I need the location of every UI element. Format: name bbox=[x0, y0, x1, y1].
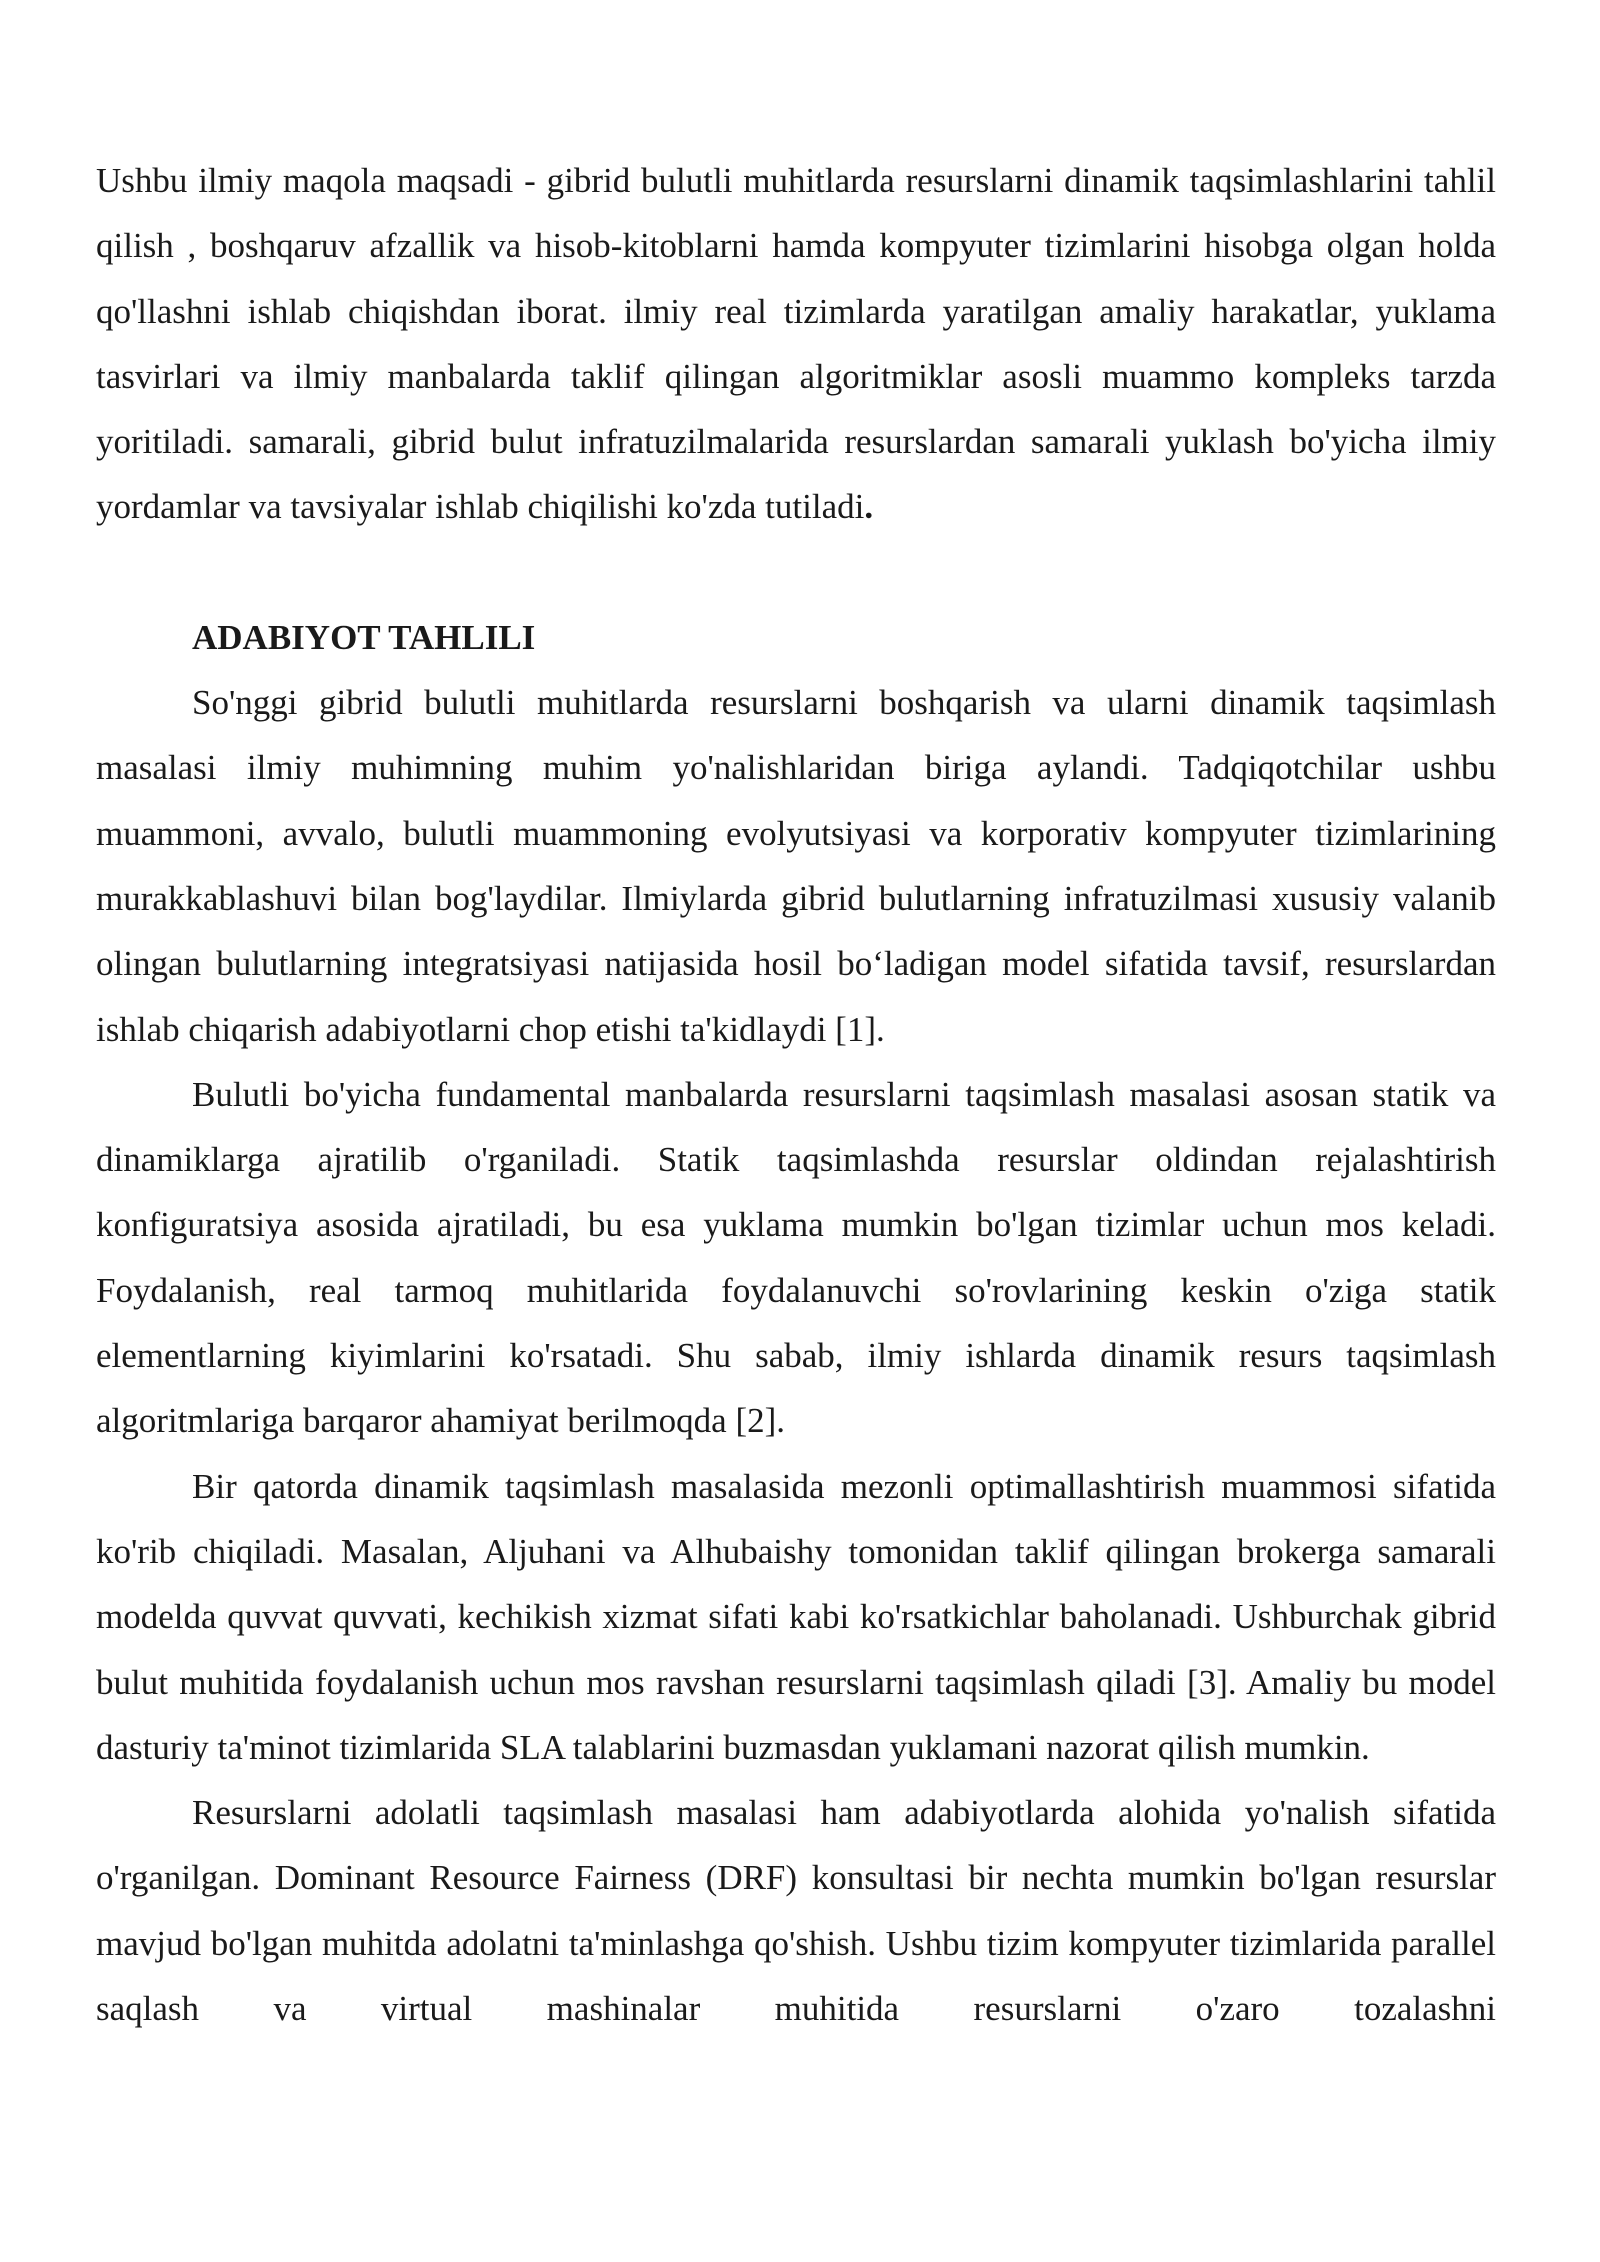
intro-paragraph bbox=[96, 148, 1496, 540]
intro-text: Ushbu ilmiy maqola maqsadi - gibrid bulutli muhitlarda resurslarni dinamik taqsimlashlarini tahlil qilish , boshqaruv afzallik va hisob-kitoblarni hamda kompyuter tizimlarini hisobga olgan holda qo'llashni ishlab chiqishdan iborat. ilmiy real tizimlarda yaratilgan amaliy harakatlar, yuklama tasvirlari va ilmiy manbalarda taklif qilingan algoritmiklar asosli muammo kompleks tarzda yoritiladi. samarali, gibrid bulut infratuzilmalarida resurslardan samarali yuklash bo'yicha ilmiy yordamlar va tavsiyalar ishlab chiqilishi ko'zda tutiladi bbox=[96, 161, 1496, 527]
document-page bbox=[96, 148, 1496, 2041]
body-paragraph-4: Resurslarni adolatli taqsimlash masalasi ham adabiyotlarda alohida yo'nalish sifatida o'rganilgan. Dominant Resource Fairness (DRF) konsultasi bir nechta mumkin bo'lgan resurslar mavjud bo'lgan muhitda adolatni ta'minlashga qo'shish. Ushbu tizim kompyuter tizimlarida parallel saqlash va virtual mashinalar muhitida resurslarni o'zaro tozalashni bbox=[96, 1793, 1496, 2029]
section-heading: ADABIYOT TAHLILI bbox=[192, 617, 536, 657]
body-paragraph-2: Bulutli bo'yicha fundamental manbalarda resurslarni taqsimlash masalasi asosan statik va dinamiklarga ajratilib o'rganiladi. Statik taqsimlashda resurslar oldindan rejalashtirish konfiguratsiya asosida ajratiladi, bu esa yuklama mumkin bo'lgan tizimlar uchun mos keladi. Foydalanish, real tarmoq muhitlarida foydalanuvchi so'rovlarining keskin o'ziga statik elementlarning kiyimlarini ko'rsatadi. Shu sabab, ilmiy ishlarda dinamik resurs taqsimlash algoritmlariga barqaror ahamiyat berilmoqda [2]. bbox=[96, 1074, 1496, 1441]
body-paragraph-1: So'nggi gibrid bulutli muhitlarda resurslarni boshqarish va ularni dinamik taqsimlash masalasi ilmiy muhimning muhim yo'nalishlaridan biriga aylandi. Tadqiqotchilar ushbu muammoni, avvalo, bulutli muammoning evolyutsiyasi va korporativ kompyuter tizimlarining murakkablashuvi bilan bog'laydilar. Ilmiylarda gibrid bulutlarning infratuzilmasi xususiy valanib olingan bulutlarning integratsiyasi natijasida hosil bo‘ladigan model sifatida tavsif, resurslardan ishlab chiqarish adabiyotlarni chop etishi ta'kidlaydi [1]. bbox=[96, 683, 1496, 1049]
body-paragraph-3: Bir qatorda dinamik taqsimlash masalasida mezonli optimallashtirish muammosi sifatida ko'rib chiqiladi. Masalan, Aljuhani va Alhubaishy tomonidan taklif qilingan brokerga samarali modelda quvvat quvvati, kechikish xizmat sifati kabi ko'rsatkichlar baholanadi. Ushburchak gibrid bulut muhitida foydalanish uchun mos ravshan resurslarni taqsimlash qiladi [3]. Amaliy bu model dasturiy ta'minot tizimlarida SLA talablarini buzmasdan yuklamani nazorat qilish mumkin. bbox=[96, 1466, 1496, 1767]
intro-end-mark: . bbox=[864, 487, 874, 527]
